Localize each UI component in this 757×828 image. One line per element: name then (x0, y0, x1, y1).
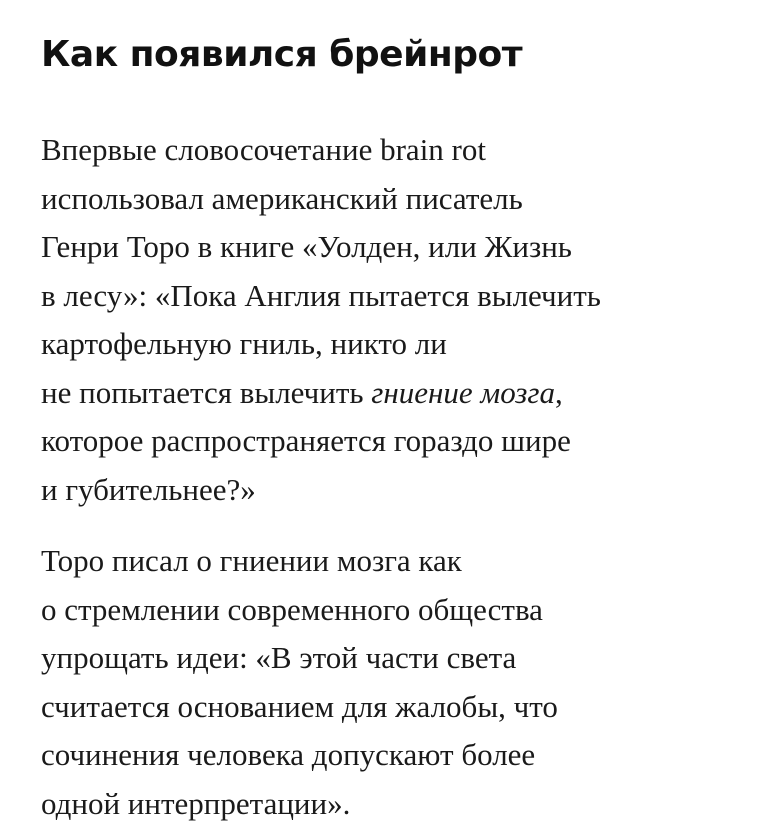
paragraph-line: Генри Торо в книге «Уолден, или Жизнь (41, 223, 731, 272)
article-title: Как появился брейнрот (41, 30, 731, 80)
paragraph-line: картофельную гниль, никто ли (41, 320, 731, 369)
emphasized-phrase: гниение мозга (371, 375, 555, 410)
paragraph-2 (41, 537, 731, 828)
paragraph-line: о стремлении современного общества (41, 586, 731, 635)
paragraph-1 (41, 126, 731, 514)
article (41, 30, 731, 828)
text-segment: не попытается вылечить (41, 375, 371, 410)
paragraph-line: упрощать идеи: «В этой части света (41, 634, 731, 683)
paragraph-line: считается основанием для жалобы, что (41, 683, 731, 732)
paragraph-line-with-emphasis (41, 369, 731, 418)
paragraph-line: Впервые словосочетание brain rot (41, 126, 731, 175)
text-segment: , (555, 375, 563, 410)
paragraph-line: и губительнее?» (41, 466, 731, 515)
paragraph-line: сочинения человека допускают более (41, 731, 731, 780)
paragraph-line: использовал американский писатель (41, 175, 731, 224)
paragraph-line: в лесу»: «Пока Англия пытается вылечить (41, 272, 731, 321)
paragraph-line: одной интерпретации». (41, 780, 731, 828)
paragraph-line: Торо писал о гниении мозга как (41, 537, 731, 586)
paragraph-line: которое распространяется гораздо шире (41, 417, 731, 466)
